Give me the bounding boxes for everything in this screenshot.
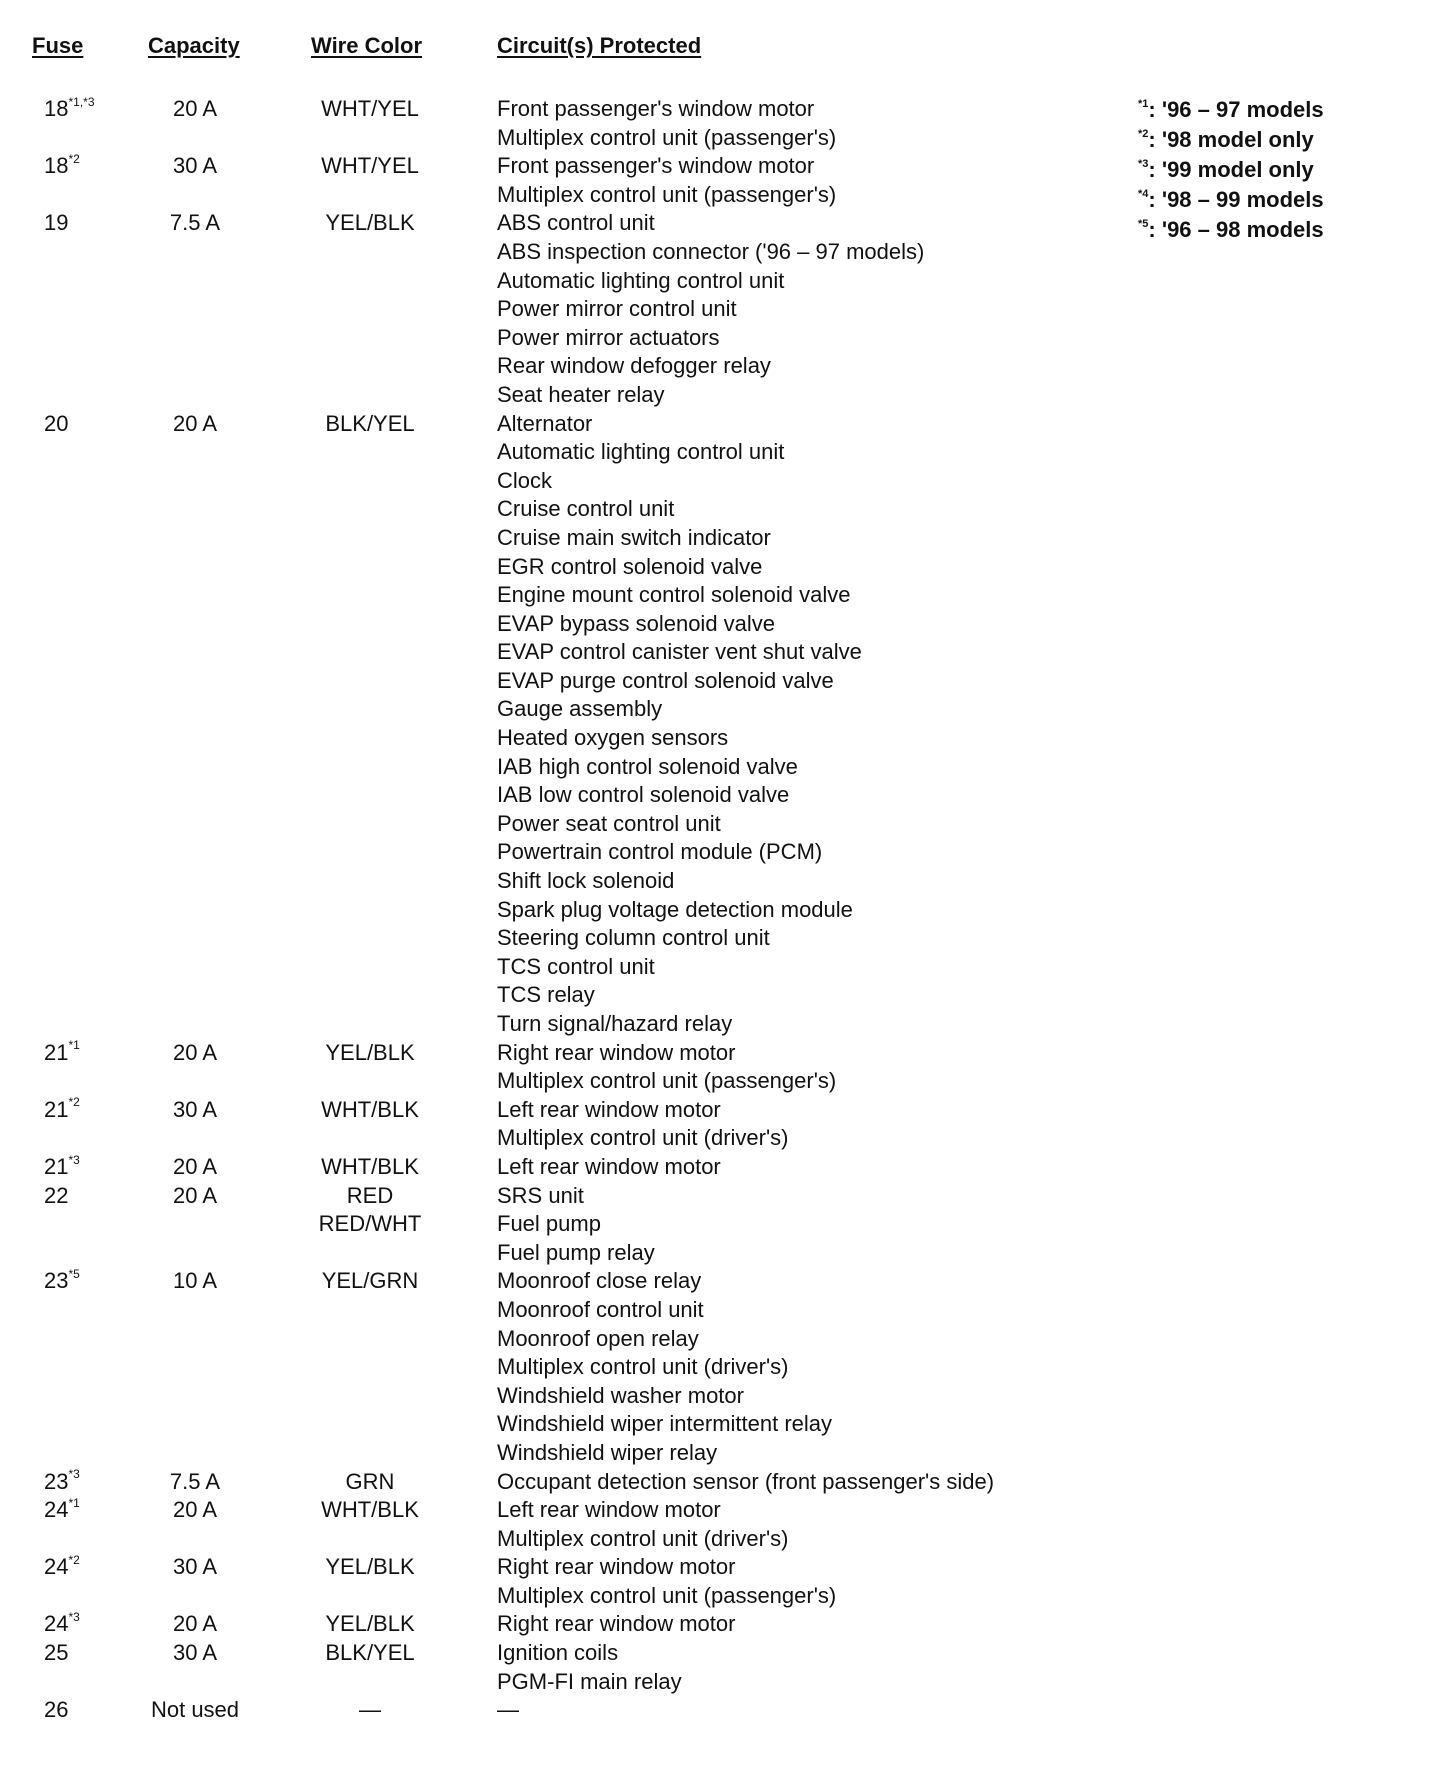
circuit-protected: Cruise main switch indicator <box>497 524 771 550</box>
wire-color: RED/WHT <box>318 1211 422 1237</box>
table-row <box>0 638 1456 667</box>
table-row <box>0 352 1456 381</box>
circuit-protected: Multiplex control unit (driver's) <box>497 1354 789 1380</box>
footnote-legend <box>1138 95 1324 245</box>
circuit-protected: Shift lock solenoid <box>497 868 675 894</box>
fuse-number-text: 18 <box>44 96 69 121</box>
table-row <box>0 981 1456 1010</box>
table-row <box>0 1696 1456 1725</box>
circuit-protected: TCS control unit <box>497 953 655 979</box>
fuse-number-text: 22 <box>44 1182 69 1208</box>
circuit-protected: IAB high control solenoid valve <box>497 753 798 779</box>
header-fuse: Fuse <box>32 33 84 58</box>
fuse-number-text: 21 <box>44 1153 69 1179</box>
fuse-number-text: 24 <box>44 1611 69 1637</box>
circuit-protected: Windshield washer motor <box>497 1382 744 1408</box>
table-row <box>0 1010 1456 1039</box>
fuse-number-text: 24 <box>44 1497 69 1523</box>
circuit-protected: Right rear window motor <box>497 1611 736 1637</box>
table-row <box>0 724 1456 753</box>
table-row <box>0 781 1456 810</box>
wire-color: WHT/BLK <box>321 1096 419 1122</box>
circuit-protected: Fuel pump <box>497 1211 601 1237</box>
fuse-capacity: 30 A <box>172 1554 218 1580</box>
circuit-protected: Heated oxygen sensors <box>497 725 729 751</box>
fuse-table-body <box>0 95 1456 1725</box>
fuse-number-text: 21 <box>44 1039 69 1065</box>
fuse-capacity: 20 A <box>172 1611 218 1637</box>
wire-color: YEL/BLK <box>325 1554 415 1580</box>
fuse-capacity: Not used <box>150 1697 240 1723</box>
circuit-protected: Power mirror control unit <box>497 296 737 322</box>
wire-color: WHT/BLK <box>321 1153 419 1179</box>
circuit-protected: ABS inspection connector ('96 – 97 models) <box>497 238 925 264</box>
table-row <box>0 553 1456 582</box>
wire-color: — <box>359 1697 381 1723</box>
table-row <box>0 610 1456 639</box>
table-row <box>0 410 1456 439</box>
circuit-protected: Front passenger's window motor <box>497 96 815 121</box>
circuit-protected: EVAP bypass solenoid valve <box>497 610 776 636</box>
circuit-protected: Turn signal/hazard relay <box>497 1011 733 1036</box>
footnote-text: : '98 model only <box>1148 127 1314 152</box>
wire-color: RED <box>346 1182 394 1208</box>
fuse-number-text: 25 <box>44 1640 69 1666</box>
footnote-mark: *2 <box>1138 127 1149 140</box>
fuse-footnote-mark: *3 <box>68 1152 80 1167</box>
table-row <box>0 1096 1456 1125</box>
circuit-protected: Automatic lighting control unit <box>497 267 785 293</box>
table-row <box>0 924 1456 953</box>
wire-color: YEL/BLK <box>325 210 415 236</box>
fuse-footnote-mark: *2 <box>68 1095 80 1110</box>
table-row <box>0 1239 1456 1268</box>
footnote-item <box>1138 125 1324 155</box>
table-row <box>0 1182 1456 1211</box>
table-row <box>0 1382 1456 1411</box>
circuit-protected: TCS relay <box>497 982 595 1008</box>
wire-color: WHT/BLK <box>321 1497 419 1523</box>
circuit-protected: Clock <box>497 467 553 493</box>
footnote-mark: *5 <box>1138 217 1149 230</box>
table-row <box>0 381 1456 410</box>
fuse-capacity: 20 A <box>172 1039 218 1065</box>
circuit-protected: Moonroof open relay <box>497 1325 699 1351</box>
circuit-protected: Right rear window motor <box>497 1554 736 1580</box>
footnote-mark: *1 <box>1138 97 1149 110</box>
table-row <box>0 1210 1456 1239</box>
circuit-protected: Left rear window motor <box>497 1153 721 1179</box>
circuit-protected: IAB low control solenoid valve <box>497 782 790 808</box>
circuit-protected: EVAP control canister vent shut valve <box>497 639 862 665</box>
footnote-text: : '96 – 98 models <box>1148 217 1324 242</box>
fuse-capacity: 7.5 A <box>169 1468 221 1494</box>
fuse-number-text: 24 <box>44 1554 69 1580</box>
table-row <box>0 295 1456 324</box>
fuse-number-text: 26 <box>44 1697 69 1723</box>
table-row <box>0 838 1456 867</box>
circuit-protected: Multiplex control unit (passenger's) <box>497 124 837 150</box>
circuit-protected: Moonroof close relay <box>497 1268 702 1294</box>
footnote-text: : '96 – 97 models <box>1148 97 1324 122</box>
fuse-footnote-mark: *1,*3 <box>68 94 95 109</box>
fuse-footnote-mark: *1 <box>68 1038 80 1053</box>
circuit-protected: Spark plug voltage detection module <box>497 896 853 922</box>
fuse-capacity: 20 A <box>172 410 218 436</box>
circuit-protected: Front passenger's window motor <box>497 153 815 179</box>
footnote-mark: *4 <box>1138 187 1149 200</box>
table-row <box>0 1439 1456 1468</box>
footnote-item <box>1138 185 1324 215</box>
fuse-capacity: 20 A <box>172 1153 218 1179</box>
footnote-item <box>1138 155 1324 185</box>
footnote-item <box>1138 215 1324 245</box>
table-row <box>0 1267 1456 1296</box>
wire-color: BLK/YEL <box>325 410 415 436</box>
table-row <box>0 867 1456 896</box>
fuse-footnote-mark: *1 <box>68 1495 80 1510</box>
footnote-item <box>1138 95 1324 125</box>
fuse-footnote-mark: *3 <box>68 1610 80 1625</box>
table-row <box>0 1124 1456 1153</box>
fuse-footnote-mark: *3 <box>68 1467 80 1482</box>
circuit-protected: Multiplex control unit (passenger's) <box>497 1068 837 1094</box>
table-row <box>0 438 1456 467</box>
wire-color: YEL/GRN <box>321 1268 419 1294</box>
table-row <box>0 896 1456 925</box>
footnote-text: : '99 model only <box>1148 157 1314 182</box>
wire-color: WHT/YEL <box>321 153 419 179</box>
circuit-protected: PGM-FI main relay <box>497 1668 682 1694</box>
circuit-protected: Power seat control unit <box>497 810 721 836</box>
circuit-protected: Multiplex control unit (passenger's) <box>497 181 837 207</box>
table-row <box>0 1496 1456 1525</box>
circuit-protected: EGR control solenoid valve <box>497 553 763 579</box>
fuse-capacity: 20 A <box>172 96 218 121</box>
table-row <box>0 953 1456 982</box>
circuit-protected: Multiplex control unit (driver's) <box>497 1525 789 1551</box>
table-row <box>0 1067 1456 1096</box>
wire-color: BLK/YEL <box>325 1640 415 1666</box>
circuit-protected: Rear window defogger relay <box>497 353 771 379</box>
wire-color: YEL/BLK <box>325 1611 415 1637</box>
fuse-footnote-mark: *2 <box>68 151 80 166</box>
table-row <box>0 1525 1456 1554</box>
table-row <box>0 467 1456 496</box>
table-row <box>0 1468 1456 1497</box>
circuit-protected: Multiplex control unit (passenger's) <box>497 1582 837 1608</box>
table-row <box>0 753 1456 782</box>
table-row <box>0 1639 1456 1668</box>
circuit-protected: Windshield wiper intermittent relay <box>497 1411 833 1437</box>
circuit-protected: Left rear window motor <box>497 1096 721 1122</box>
circuit-protected: Occupant detection sensor (front passenger's side) <box>497 1468 995 1494</box>
fuse-footnote-mark: *5 <box>68 1267 80 1282</box>
circuit-protected: Left rear window motor <box>497 1497 721 1523</box>
fuse-capacity: 20 A <box>172 1182 218 1208</box>
fuse-capacity: 30 A <box>172 1096 218 1122</box>
table-row <box>0 495 1456 524</box>
circuit-protected: Gauge assembly <box>497 696 663 722</box>
table-row <box>0 1296 1456 1325</box>
circuit-protected: Power mirror actuators <box>497 324 720 350</box>
circuit-protected: Cruise control unit <box>497 496 675 522</box>
circuit-protected: SRS unit <box>497 1182 584 1208</box>
header-circuits-protected: Circuit(s) Protected <box>497 33 702 58</box>
fuse-footnote-mark: *2 <box>68 1552 80 1567</box>
fuse-capacity: 30 A <box>172 153 218 179</box>
footnote-text: : '98 – 99 models <box>1148 187 1324 212</box>
circuit-protected: Right rear window motor <box>497 1039 736 1065</box>
circuit-protected: ABS control unit <box>497 210 655 236</box>
header-wire-color: Wire Color <box>311 33 423 58</box>
circuit-protected: Moonroof control unit <box>497 1296 704 1322</box>
circuit-protected: Steering column control unit <box>497 925 770 951</box>
fuse-capacity: 7.5 A <box>169 210 221 236</box>
circuit-protected: Engine mount control solenoid valve <box>497 582 851 608</box>
footnote-mark: *3 <box>1138 157 1149 170</box>
circuit-protected: Windshield wiper relay <box>497 1439 718 1465</box>
table-row <box>0 667 1456 696</box>
circuit-protected: — <box>497 1697 519 1723</box>
table-row <box>0 1410 1456 1439</box>
table-row <box>0 324 1456 353</box>
table-row <box>0 1610 1456 1639</box>
circuit-protected: EVAP purge control solenoid valve <box>497 667 834 693</box>
circuit-protected: Automatic lighting control unit <box>497 439 785 465</box>
circuit-protected: Seat heater relay <box>497 381 665 407</box>
fuse-capacity: 30 A <box>172 1640 218 1666</box>
fuse-capacity: 10 A <box>172 1268 218 1294</box>
fuse-number-text: 21 <box>44 1096 69 1122</box>
circuit-protected: Powertrain control module (PCM) <box>497 839 823 865</box>
fuse-number-text: 23 <box>44 1468 69 1494</box>
table-row <box>0 1153 1456 1182</box>
table-row <box>0 1553 1456 1582</box>
table-row <box>0 267 1456 296</box>
table-row <box>0 1325 1456 1354</box>
circuit-protected: Ignition coils <box>497 1640 619 1666</box>
circuit-protected: Multiplex control unit (driver's) <box>497 1125 789 1151</box>
wire-color: GRN <box>345 1468 395 1494</box>
table-row <box>0 1668 1456 1697</box>
fuse-number-text: 20 <box>44 410 69 436</box>
fuse-number-text: 23 <box>44 1268 69 1294</box>
header-capacity: Capacity <box>148 33 240 58</box>
circuit-protected: Alternator <box>497 410 593 436</box>
table-row <box>0 810 1456 839</box>
fuse-number-text: 18 <box>44 153 69 179</box>
table-row <box>0 1582 1456 1611</box>
table-row <box>0 524 1456 553</box>
circuit-protected: Fuel pump relay <box>497 1239 655 1265</box>
table-row <box>0 1039 1456 1068</box>
wire-color: YEL/BLK <box>325 1039 415 1065</box>
fuse-number-text: 19 <box>44 210 69 236</box>
fuse-capacity: 20 A <box>172 1497 218 1523</box>
table-row <box>0 1353 1456 1382</box>
table-row <box>0 581 1456 610</box>
table-row <box>0 695 1456 724</box>
wire-color: WHT/YEL <box>321 96 419 121</box>
